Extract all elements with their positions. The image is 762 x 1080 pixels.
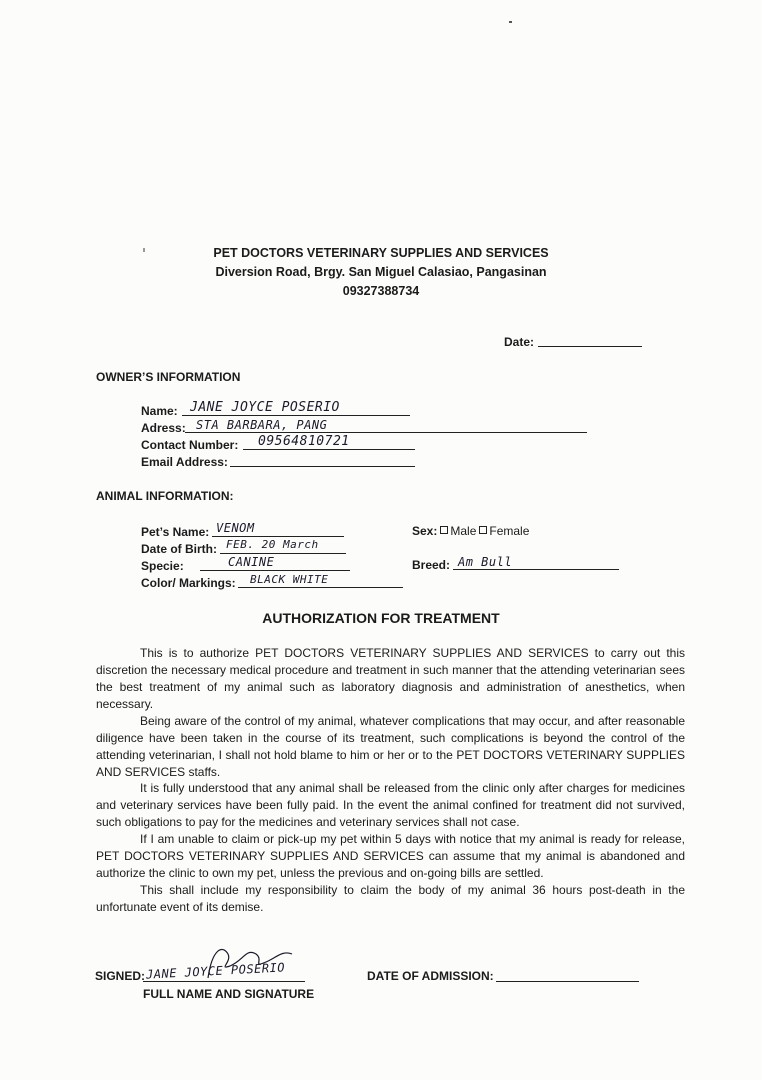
paragraph-text: Being aware of the control of my animal, whatever complications that may occur, and after reasonable diligence have been taken in the course of its treatment, such complications is beyond the control of the attending veterinarian, I shall not hold blame to him or her or to the PET DOCTORS VETERINARY SUPPLIES AND SERVICES staffs.: [96, 714, 685, 779]
color-markings-field[interactable]: [238, 587, 403, 588]
owner-address-field[interactable]: [185, 432, 587, 433]
paragraph-text: It is fully understood that any animal shall be released from the clinic only after charges for medicines and veterinary services have been fully paid. In the event the animal confined for treatment did not survived, such obligations to pay for the medicines and veterinary services shall not case.: [96, 781, 685, 829]
business-name: PET DOCTORS VETERINARY SUPPLIES AND SERVICES: [213, 246, 549, 260]
authorization-title: AUTHORIZATION FOR TREATMENT: [262, 610, 500, 626]
specie-value: CANINE: [228, 555, 275, 569]
sex-label: Sex:: [412, 524, 438, 538]
sex-female-checkbox[interactable]: [479, 526, 487, 534]
dob-value: FEB. 20 March: [226, 538, 319, 551]
date-of-admission-label: DATE OF ADMISSION:: [367, 969, 494, 983]
sex-field: [412, 524, 529, 538]
sex-female-option: Female: [489, 524, 530, 538]
date-of-admission-field[interactable]: [496, 981, 639, 982]
paragraph-text: If I am unable to claim or pick-up my pet within 5 days with notice that my animal is ready for release, PET DOCTORS VETERINARY SUPPLIES AND SERVICES can assume that my animal is abandoned and authorize the clinic to own my pet, unless the previous and on-going bills are settled.: [96, 832, 685, 880]
specie-label: Specie:: [141, 559, 184, 573]
pet-name-field[interactable]: [212, 536, 344, 537]
breed-field[interactable]: [453, 569, 619, 570]
date-label: Date:: [504, 335, 535, 349]
animal-section-heading: ANIMAL INFORMATION:: [96, 489, 234, 503]
pet-name-value: VENOM: [216, 521, 255, 535]
color-markings-label: Color/ Markings:: [141, 576, 236, 590]
owner-section-heading: OWNER’S INFORMATION: [96, 370, 241, 384]
sex-male-option: Male: [450, 524, 477, 538]
dob-label: Date of Birth:: [141, 542, 217, 556]
business-phone: 09327388734: [342, 284, 420, 298]
authorization-paragraph: [96, 713, 685, 781]
date-field[interactable]: [538, 346, 642, 347]
sex-male-checkbox[interactable]: [440, 526, 448, 534]
breed-value: Am Bull: [458, 555, 513, 569]
authorization-paragraph: [96, 780, 685, 831]
owner-contact-field[interactable]: [243, 449, 415, 450]
paragraph-text: This shall include my responsibility to claim the body of my animal 36 hours post-death in the unfortunate event of its demise.: [96, 883, 685, 914]
owner-email-field[interactable]: [230, 466, 415, 467]
signature-value: JANE JOYCE POSERIO: [145, 960, 286, 982]
owner-email-label: Email Address:: [141, 455, 228, 469]
authorization-paragraph: [96, 831, 685, 882]
dob-field[interactable]: [220, 553, 346, 554]
color-markings-value: BLACK WHITE: [250, 573, 329, 586]
authorization-paragraph: [96, 882, 685, 916]
owner-name-label: Name:: [141, 404, 178, 418]
signed-label: SIGNED:: [95, 969, 146, 983]
business-address: Diversion Road, Brgy. San Miguel Calasiao, Pangasinan: [215, 265, 547, 279]
owner-address-label: Adress:: [141, 421, 186, 435]
authorization-paragraph: [96, 645, 685, 713]
scan-mark-top: [509, 21, 512, 23]
specie-field[interactable]: [200, 570, 350, 571]
paragraph-text: This is to authorize PET DOCTORS VETERINARY SUPPLIES AND SERVICES to carry out this discretion the necessary medical procedure and treatment in such manner that the attending veterinarian sees the best treatment of my animal such as laboratory diagnosis and administration of anesthetics, when necessary.: [96, 646, 685, 711]
owner-contact-value: 09564810721: [258, 434, 350, 449]
pet-name-label: Pet’s Name:: [141, 525, 210, 539]
signature-caption: FULL NAME AND SIGNATURE: [143, 987, 315, 1001]
signature-scribble: [200, 940, 300, 984]
owner-name-value: JANE JOYCE POSERIO: [190, 400, 340, 415]
breed-label: Breed:: [412, 558, 451, 572]
owner-address-value: STA BARBARA, PANG: [196, 418, 328, 432]
owner-contact-label: Contact Number:: [141, 438, 239, 452]
owner-name-field[interactable]: [182, 415, 410, 416]
